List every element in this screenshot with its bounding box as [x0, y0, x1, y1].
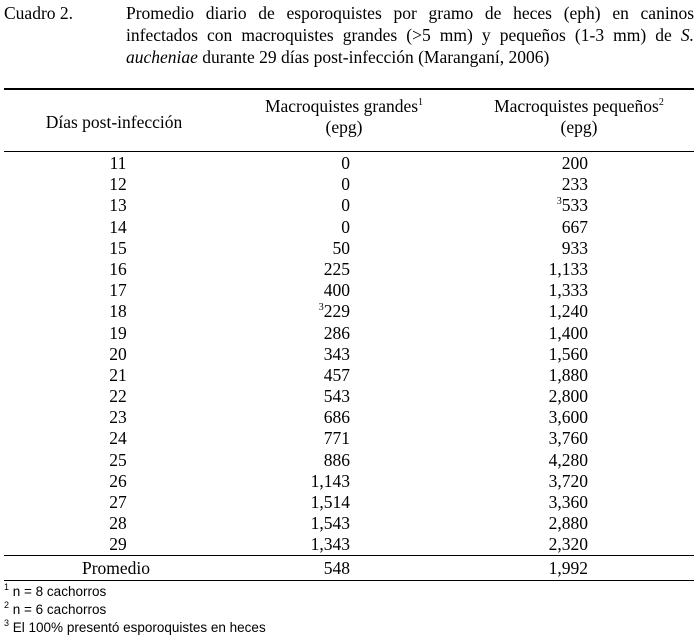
cell-large-value: 225: [323, 258, 350, 279]
cell-large-value: 286: [323, 322, 350, 343]
cell-small-value: 233: [561, 174, 588, 195]
cell-small-cysts: [4, 323, 588, 344]
average-large: 548: [323, 558, 350, 578]
footnote-mark: 3: [318, 302, 324, 314]
cell-large-value: 771: [323, 428, 350, 449]
cell-small-cysts: [4, 428, 588, 449]
table-row: [4, 174, 694, 195]
cell-small-cysts: [4, 217, 588, 238]
cell-small-cysts: [4, 259, 588, 280]
table-body: [4, 153, 694, 556]
cell-small-value: 533: [561, 195, 588, 216]
cell-day: 25: [109, 449, 127, 470]
cell-large-value: 1,343: [310, 534, 350, 555]
footnote-2: [4, 602, 106, 618]
footnote-1-text: n = 8 cachorros: [12, 584, 107, 599]
cell-day: 11: [109, 153, 127, 173]
table-row: [4, 471, 694, 492]
table-row: [4, 344, 694, 365]
cell-day: 26: [109, 470, 127, 491]
cell-small-value: 3,760: [548, 428, 588, 449]
table-row: [4, 153, 694, 174]
cell-day: 28: [109, 513, 127, 534]
cell-large-value: 686: [323, 407, 350, 428]
cell-large-value: 543: [323, 386, 350, 407]
cell-day: 23: [109, 407, 127, 428]
table-row: [4, 195, 694, 216]
cell-large-value: 343: [323, 343, 350, 364]
cell-large-value: 1,143: [310, 470, 350, 491]
cell-small-value: 933: [561, 237, 588, 258]
header-large-unit: (epg): [325, 117, 363, 137]
cell-small-cysts: [4, 450, 588, 471]
caption-text-end: durante 29 días post-infección (Maranganí, 2006): [202, 47, 550, 67]
footnote-3-mark: 3: [4, 618, 10, 628]
table-row: [4, 217, 694, 238]
caption-text-main: Promedio diario de esporoquistes por gramo de heces (eph) en caninos infectados con macroquistes grandes (>5 mm) y pequeños (1-3 mm) de: [126, 3, 694, 45]
caption-species-epithet: aucheniae: [126, 47, 198, 67]
cell-day: 21: [109, 364, 127, 385]
cell-day: 16: [109, 258, 127, 279]
average-small: 1,992: [548, 558, 588, 578]
cell-large-value: 50: [332, 237, 350, 258]
table-row: [4, 280, 694, 301]
cell-small-value: 4,280: [548, 449, 588, 470]
cell-small-cysts: [4, 301, 588, 322]
average-bottom-rule: [4, 580, 694, 581]
cell-day: 18: [109, 301, 127, 322]
cell-day: 27: [109, 492, 127, 512]
cell-small-cysts: [4, 344, 588, 365]
table-row: [4, 492, 694, 513]
cell-day: 19: [109, 322, 127, 343]
cell-large-value: 0: [341, 216, 350, 237]
cell-small-value: 3,720: [548, 470, 588, 491]
table-row: [4, 386, 694, 407]
caption-label: Cuadro 2.: [4, 3, 74, 23]
cell-day: 15: [109, 237, 127, 258]
cell-day: 17: [109, 280, 127, 301]
footnote-2-mark: 2: [4, 600, 10, 610]
cell-day: 20: [109, 343, 127, 364]
cell-large-value: 1,514: [310, 492, 350, 512]
cell-small-value: 667: [561, 216, 588, 237]
cell-small-cysts: [4, 492, 588, 513]
table-row: [4, 428, 694, 449]
cell-small-cysts: [4, 513, 588, 534]
header-small-label: Macroquistes pequeños: [494, 96, 659, 116]
cell-small-value: 2,880: [548, 513, 588, 534]
cell-small-value: 1,880: [548, 364, 588, 385]
footnote-3: [4, 620, 266, 636]
table-row: [4, 513, 694, 534]
cell-small-value: 3,600: [548, 407, 588, 428]
footnote-3-text: El 100% presentó esporoquistes en heces: [12, 620, 266, 635]
footnote-1: [4, 584, 106, 600]
cell-day: 14: [109, 216, 127, 237]
cell-large-value: 457: [323, 364, 350, 385]
cell-small-value: 3,360: [548, 492, 588, 512]
cell-day: 12: [109, 174, 127, 195]
header-rule: [4, 151, 694, 152]
cell-day: 13: [109, 195, 127, 216]
table-row: [4, 450, 694, 471]
cell-large-value: 0: [341, 153, 350, 173]
cell-small-value: 1,240: [548, 301, 588, 322]
header-small-unit: (epg): [560, 117, 598, 137]
cell-large-value: 0: [341, 174, 350, 195]
caption-text-line3: [126, 46, 549, 68]
cell-small-cysts: [4, 365, 588, 386]
table-row: [4, 407, 694, 428]
cell-day: 22: [109, 386, 127, 407]
cell-large-value: 229: [323, 301, 350, 322]
header-large-footnote-mark: 1: [418, 97, 424, 108]
header-large-cysts: [226, 96, 462, 138]
table-top-rule: [4, 88, 694, 90]
table-row: [4, 323, 694, 344]
cell-day: 24: [109, 428, 127, 449]
header-days-label: Días post-infección: [45, 112, 183, 132]
cell-large-value: 886: [323, 449, 350, 470]
cell-small-value: 1,400: [548, 322, 588, 343]
average-top-rule: [4, 555, 694, 556]
cell-small-cysts: [4, 386, 588, 407]
header-days: [4, 112, 224, 133]
cell-large-value: 0: [341, 195, 350, 216]
table-row: [4, 301, 694, 322]
cell-large-value: 400: [323, 280, 350, 301]
cell-small-value: 200: [561, 153, 588, 173]
table-row: [4, 534, 694, 555]
cell-small-cysts: [4, 153, 588, 174]
average-label: Promedio: [81, 558, 151, 578]
cell-large-value: 1,543: [310, 513, 350, 534]
header-small-footnote-mark: 2: [658, 97, 664, 108]
cell-small-value: 1,133: [548, 258, 588, 279]
table-row: [4, 238, 694, 259]
average-row: [4, 557, 694, 579]
cell-small-cysts: [4, 407, 588, 428]
cell-small-cysts: [4, 238, 588, 259]
cell-small-cysts: [4, 280, 588, 301]
cell-small-value: 2,800: [548, 386, 588, 407]
cell-small-cysts: [4, 195, 588, 216]
footnote-1-mark: 1: [4, 582, 10, 592]
table-row: [4, 365, 694, 386]
cell-small-value: 2,320: [548, 534, 588, 555]
cell-small-cysts: [4, 534, 588, 555]
cell-small-value: 1,333: [548, 280, 588, 301]
header-small-cysts: [464, 96, 694, 138]
cell-small-value: 1,560: [548, 343, 588, 364]
table-row: [4, 259, 694, 280]
cell-small-cysts: [4, 174, 588, 195]
caption-species-genus: S.: [680, 25, 694, 45]
footnote-2-text: n = 6 cachorros: [12, 602, 107, 617]
footnote-mark: 3: [556, 196, 562, 208]
header-large-label: Macroquistes grandes: [264, 96, 419, 116]
cell-day: 29: [109, 534, 127, 555]
cell-small-cysts: [4, 471, 588, 492]
caption-text: [126, 2, 694, 46]
